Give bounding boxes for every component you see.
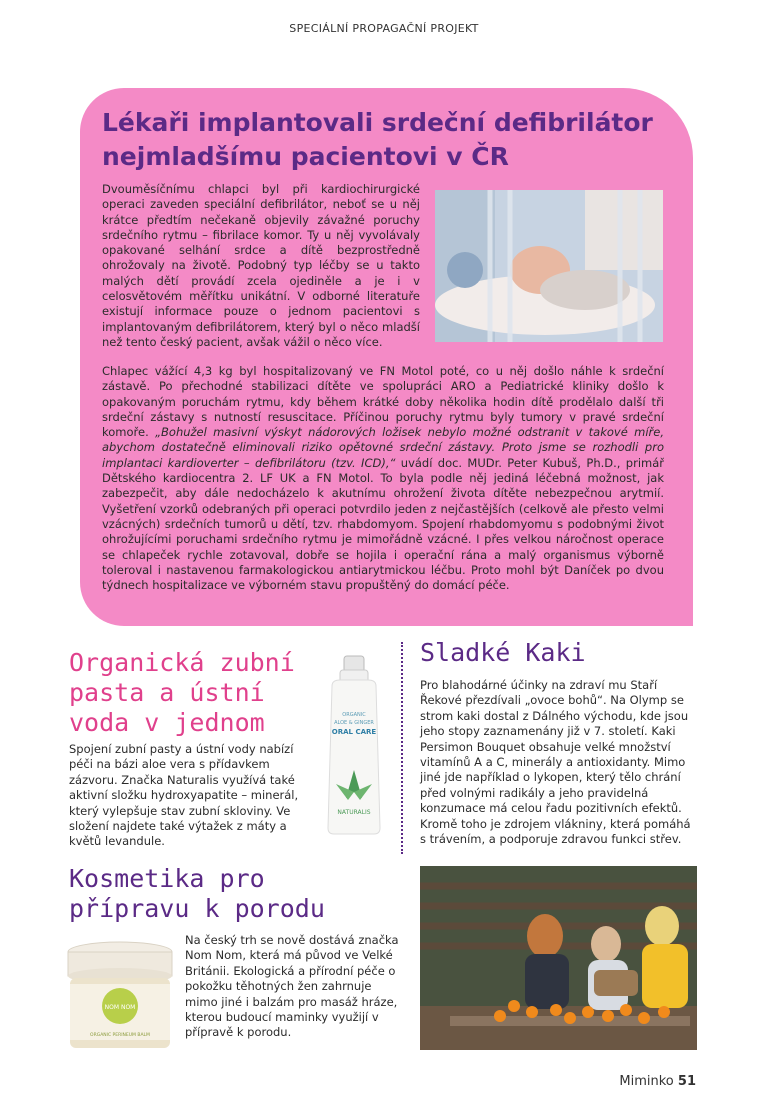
article-intro: Dvouměsíčnímu chlapci byl při kardiochirurgické operaci zaveden speciální defibrilátor, neboť se u něj krátce předtím nečekaně objevily závažné poruchy srdečního rytmu – fibrilace komor. Ty u něj vyvolávaly opakované selhání srdce a dítě bezprostředně ohrožovaly na životě. Podobný typ léčby se u takto malých dětí provádí zcela ojediněle a je i v celosvětovém měřítku unikátní. V odborné literatuře existují informace pouze o jednom pacientovi s implantovaným defibrilátorem, který byl o něco mladší než tento český pacient, avšak vážil o něco více.: [102, 182, 420, 349]
kids-photo-graphic: [420, 866, 697, 1050]
jar-label: ORGANIC PERINEUM BALM: [90, 1033, 150, 1038]
oral-care-product-graphic: [318, 652, 390, 838]
magazine-name: Miminko: [619, 1074, 674, 1089]
balm-jar-image: [64, 940, 176, 1054]
toothpaste-headline: [69, 648, 319, 738]
kaki-text: Pro blahodárné účinky na zdraví mu Staří Řekové přezdívali „ovoce bohů“. Na Olymp se strom kaki dostal z Dálného východu, kde jsou jeho stopy zaznamenány již v 7. století. Kaki Persimon Bouquet obsahuje velké množství vitamínů A a C, minerály a antioxidanty. Mimo jiné jde například o lykopen, který tělo chrání před volnými radikály a jeho pravidelná konzumace má celou řadu pozitivních efektů. Kromě toho je zdrojem vlákniny, která pomáhá s trávením, a podporuje zdravou funkci střev.: [420, 678, 691, 847]
article-body-p1: Chlapec vážící 4,3 kg byl hospitalizovaný ve FN Motol poté, co u něj došlo náhle k srdeční zástavě. Po přechodné stabilizaci dítěte ve spolupráci ARO a Pediatrické kliniky došlo k opakovaným poruchám rytmu, kdy během krátké doby několika hodin dítě prodělalo další tři srdeční zástavy s nutností resuscitace. Příčinou poruchy rytmu byly tumory v pravé srdeční komoře.: [102, 364, 664, 440]
oral-care-product-image: [318, 652, 390, 838]
cosmetics-headline-line1: Kosmetika pro: [69, 864, 265, 893]
section-header: SPECIÁLNÍ PROPAGAČNÍ PROJEKT: [289, 22, 479, 35]
product-label-1: ORGANIC: [342, 712, 366, 718]
column-divider: [401, 642, 403, 854]
page-number: 51: [677, 1074, 696, 1089]
toothpaste-headline-line1: Organická zubní: [69, 648, 295, 677]
article-quote: „Bohužel masivní výskyt nádorových ložisek nebylo možné odstranit v takové míře, abychom dostatečně eliminovali riziko opětovné srdeční zástavy. Proto jsme se rozhodli pro implantaci kardioverter – defibrilátoru (tzv. ICD),“: [102, 425, 664, 470]
product-brand: NATURALIS: [337, 809, 371, 816]
jar-brand: NOM NOM: [104, 1004, 136, 1011]
product-label-2: ALOE & GINGER: [334, 720, 374, 726]
article-body-p2: uvádí doc. MUDr. Peter Kubuš, Ph.D., primář Dětského kardiocentra 2. LF UK a FN Motol. To byla podle něj jediná léčebná možnost, jak zabezpečit, aby dále nedocházelo k akutnímu ohrožení života dítěte nebezpečnou arytmií. Vyšetření vzorků odebraných při operaci potvrdilo jeden z nejčastějších (celkově ale přesto velmi vzácných) srdečních tumorů u dětí, tzv. rhabdomyom. Spojení rhabdomyomu s podobnými život ohrožujícími poruchami srdečního rytmu je mimořádně vzácné. I přes velkou náročnost operace se chlapeček rychle zotavoval, dobře se hojila i operační rána a malý organismus výborně toleroval i nastavenou farmakologickou antiarytmickou léčbu. Proto mohl být Daníček po dvou týdnech hospitalizace ve výborném stavu propuštěný do domácí péče.: [102, 455, 664, 593]
main-headline-line1: Lékaři implantovali srdeční defibrilátor: [102, 108, 653, 137]
kids-with-fruit-photo: [420, 866, 697, 1050]
main-headline-line2: nejmladšímu pacientovi v ČR: [102, 142, 509, 171]
toothpaste-headline-line3: voda v jednom: [69, 708, 265, 737]
article-body: [102, 364, 664, 593]
baby-photo-graphic: [435, 190, 663, 342]
kaki-headline: Sladké Kaki: [420, 638, 586, 667]
cosmetics-headline-line2: přípravu k porodu: [69, 894, 325, 923]
baby-photo: [435, 190, 663, 342]
toothpaste-text: Spojení zubní pasty a ústní vody nabízí péči na bázi aloe vera s přídavkem zázvoru. Značka Naturalis využívá také aktivní složku hydroxyapatite – minerál, který vylepšuje stav zubní skloviny. Ve složení najdete také výtažek z máty a květů levandule.: [69, 742, 299, 849]
product-label-3: ORAL CARE: [331, 728, 377, 736]
cosmetics-text: Na český trh se nově dostává značka Nom Nom, která má původ ve Velké Británii. Ekologická a přírodní péče o pokožku těhotných žen zahrnuje mimo jiné i balzám pro masáž hráze, kterou budoucí maminky využijí v přípravě k porodu.: [185, 933, 399, 1040]
main-headline: [102, 106, 682, 174]
balm-jar-graphic: [64, 940, 176, 1054]
cosmetics-headline: [69, 864, 369, 924]
toothpaste-headline-line2: pasta a ústní: [69, 678, 265, 707]
page-footer: [619, 1074, 696, 1089]
